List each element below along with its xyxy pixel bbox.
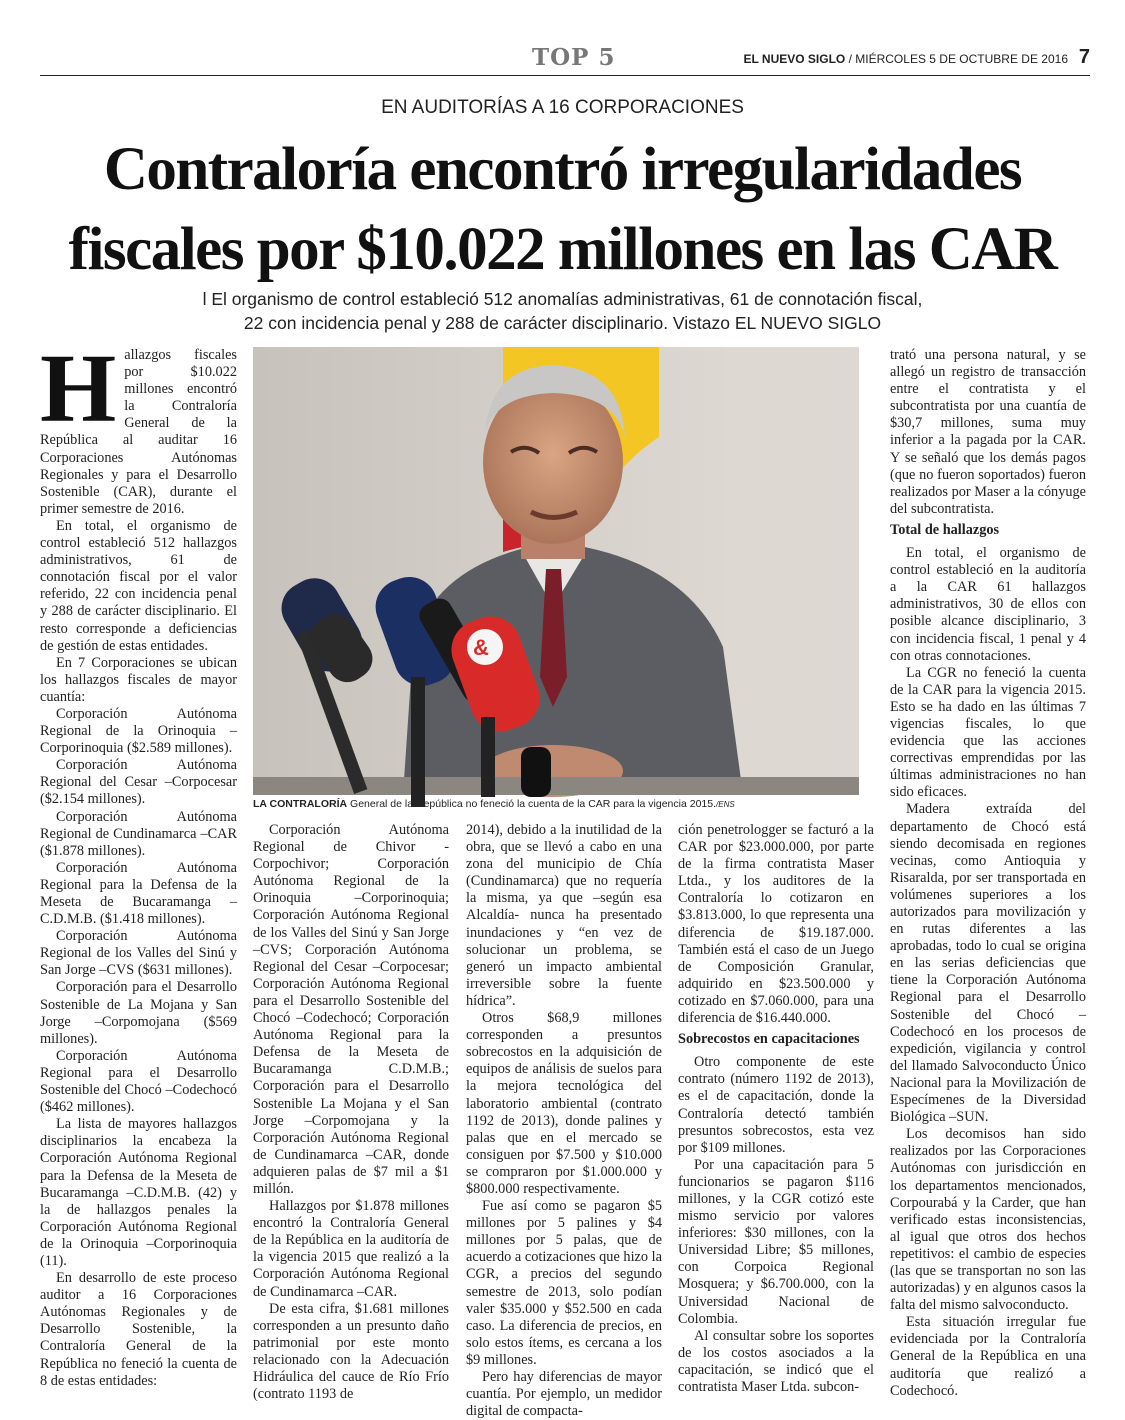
article-column-4 xyxy=(678,822,874,1396)
paragraph: Otro componente de este contrato (número 1192 de 2013), es el de capacitación, donde la Contraloría detectó también presuntos sobrecostos, esta vez por $109 millones. xyxy=(678,1054,874,1156)
paragraph: En 7 Corporaciones se ubican los hallazgos fiscales de mayor cuantía: xyxy=(40,654,237,705)
paragraph: En desarrollo de este proceso auditor a 16 Corporaciones Autónomas Regionales y de Desarrollo Sostenible, la Contraloría General de la República no feneció la cuenta de 8 de estas entidades: xyxy=(40,1270,237,1389)
headline-line-2: fiscales por $10.022 millones en las CAR xyxy=(68,216,1057,283)
article-column-5 xyxy=(890,347,1086,1400)
drop-cap: H xyxy=(40,335,117,443)
paragraph: Por una capacitación para 5 funcionarios se pagaron $116 millones, y la CGR cotizó este mismo servicio por valores inferiores: $30 millones, con la Universidad Libre; $5 millones, con Corpoica Regional Mosquera; y $6.700.000, con la Universidad Nacional de Colombia. xyxy=(678,1156,874,1327)
paragraph: Los decomisos han sido realizados por las Corporaciones Autónomas con jurisdicción en los departamentos mencionados, Corpourabá y la Carder, que han verificado estas inconsistencias, al igual que otros dos hechos repetitivos: el cambio de especies (las que se transportan no son las autorizadas) y en algunos casos la falta del mismo salvoconducto. xyxy=(890,1126,1086,1314)
paragraph: En total, el organismo de control estableció 512 hallazgos administrativos, 61 de connotación fiscal por el valor referido, 22 con incidencia penal y 288 de carácter disciplinario. El resto corresponde a deficiencias de gestión de estas entidades. xyxy=(40,517,237,654)
subheading: Total de hallazgos xyxy=(890,521,1000,538)
paragraph: ción penetrologger se facturó a la CAR por $23.000.000, por parte de la firma contratista Maser Ltda., y los auditores de la Contraloría lo cotizaron en $3.813.000, lo que representa una diferencia de $19.187.000. También está el caso de un Juego de Composición Granular, adquirido en $23.500.000 y cotizado en $7.060.000, para una diferencia de $16.440.000. xyxy=(678,822,874,1027)
paragraph: Hallazgos por $1.878 millones encontró la Contraloría General de la República en la auditoría de la vigencia 2015 que realizó a la Corporación Autónoma Regional de Cundinamarca –CAR. xyxy=(253,1198,449,1300)
lead-text: allazgos fiscales por $10.022 millones encontró la Contraloría General de la República al auditar 16 Corporaciones Autónomas Regionales y para el Desarrollo Sostenible (CAR), durante el primer semestre de 2016. xyxy=(40,347,237,517)
subheading: Sobrecostos en capacitaciones xyxy=(678,1031,860,1048)
paragraph: Pero hay diferencias de mayor cuantía. Por ejemplo, un medidor digital de compacta- xyxy=(466,1369,662,1420)
photo-credit: /ENS xyxy=(716,800,735,809)
headline-line-1: Contraloría encontró irregularidades xyxy=(103,136,1022,203)
photo-caption xyxy=(253,798,859,810)
article-column-2 xyxy=(253,822,449,1403)
paragraph: Al consultar sobre los soportes de los costos asociados a la capacitación, se indicó que el contratista Maser Ltda. subcon- xyxy=(678,1327,874,1395)
paragraph: Otros $68,9 millones corresponden a presuntos sobrecostos en la adquisición de equipos de análisis de suelos para la mejora tecnológica del laboratorio ambiental (contrato 1192 de 2013), donde palines y palas que en el mercado se consiguen por $7.500 y $10.000 se compraron por $1.000.000 y $800.000 respectivamente. xyxy=(466,1010,662,1197)
paragraph: Corporación Autónoma Regional de la Orinoquia –Corporinoquia ($2.589 millones). xyxy=(40,705,237,757)
section-label: TOP 5 xyxy=(532,44,616,71)
caption-lead: LA CONTRALORÍA xyxy=(253,798,348,810)
caption-text: General de la República no feneció la cuenta de la CAR para la vigencia 2015. xyxy=(347,798,717,810)
paragraph xyxy=(40,335,237,518)
paragraph: La lista de mayores hallazgos disciplinarios la encabeza la Corporación Autónoma Regional para la Defensa de la Meseta de Bucaramanga –C.D.M.B. (42) y la de hallazgos penales la Corporación Autónoma Regional de la Orinoquia –Corporinoquia (11). xyxy=(40,1116,237,1269)
paragraph: Fue así como se pagaron $5 millones por 5 palines y $4 millones por 5 palas, que de acuerdo a cotizaciones que hizo la CGR, a precios del segundo semestre de 2013, solo podían valer $35.000 y $52.500 en cada caso. La diferencia de precios, en solo estos ítems, es cercana a los $9 millones. xyxy=(466,1198,662,1368)
paragraph: Corporación Autónoma Regional para la Defensa de la Meseta de Bucaramanga –C.D.M.B. ($1.418 millones). xyxy=(40,859,237,928)
deck xyxy=(0,287,1125,335)
paragraph: Madera extraída del departamento de Chocó está siendo decomisada en regiones vecinas, como Antioquia y Risaralda, por ser transportada en volúmenes superiores a los autorizados para movilización y en rutas diferentes a las aprobadas, todo lo cual se origina en las serias deficiencias que tiene la Corporación Autónoma Regional para el Desarrollo Sostenible del Chocó –Codechocó en los procesos de expedición, vigilancia y control del llamado Salvoconducto Único Nacional para la Movilización de Especímenes de la Diversidad Biológica –SUN. xyxy=(890,801,1086,1126)
deck-line-2: 22 con incidencia penal y 288 de carácter disciplinario. Vistazo EL NUEVO SIGLO xyxy=(243,313,882,333)
paragraph: trató una persona natural, y se allegó un registro de transacción entre el contratista y el subcontratista por una cuantía de $30,7 millones, suma muy inferior a la pagada por la CAR. Y se señaló que los demás pagos (que no fueron soportados) fueron realizados por Maser a la cónyuge del subcontratista. xyxy=(890,347,1086,517)
article-photo xyxy=(253,347,859,795)
masthead-separator: / xyxy=(845,52,856,66)
masthead xyxy=(743,52,1068,66)
mic-logo: & xyxy=(473,635,489,660)
page-number: 7 xyxy=(1078,46,1090,68)
paragraph: La CGR no feneció la cuenta de la CAR para la vigencia 2015. Esto se ha dado en las últimas 7 vigencias fiscales, lo que evidencia que las acciones correctivas emprendidas por las últimas administraciones no han sido eficaces. xyxy=(890,664,1086,801)
deck-line-1: l El organismo de control estableció 512 anomalías administrativas, 61 de connotación fiscal, xyxy=(202,289,923,309)
article-column-3 xyxy=(466,822,662,1420)
newspaper-name: EL NUEVO SIGLO xyxy=(743,52,846,66)
paragraph: Corporación Autónoma Regional del Cesar –Corpocesar ($2.154 millones). xyxy=(40,757,237,808)
paragraph: Corporación para el Desarrollo Sostenible de La Mojana y San Jorge –Corpomojana ($569 millones). xyxy=(40,979,237,1047)
press-conference-illustration xyxy=(253,347,859,795)
paragraph: Esta situación irregular fue evidenciada por la Contraloría General de la República en una auditoría que realizó a Codechocó. xyxy=(890,1314,1086,1399)
paragraph: 2014), debido a la inutilidad de la obra, que se llevó a cabo en una zona del municipio de Chía (Cundinamarca) que no requería la misma, ya que –según esa Alcaldía- nunca ha presentado inundaciones y “en vez de solucionar un problema, se generó un impacto ambiental irreversible sobre la fuente hídrica”. xyxy=(466,822,662,1009)
paragraph: Corporación Autónoma Regional de Cundinamarca –CAR ($1.878 millones). xyxy=(40,808,237,859)
paragraph: En total, el organismo de control estableció en la auditoría a la CAR 61 hallazgos administrativos, 30 de ellos con posible alcance disciplinario, 3 con incidencia fiscal, 1 penal y 4 con otras connotaciones. xyxy=(890,545,1086,664)
paragraph: Corporación Autónoma Regional para el Desarrollo Sostenible del Chocó –Codechocó ($462 millones). xyxy=(40,1047,237,1116)
article-column-1 xyxy=(40,335,237,1390)
page-header xyxy=(40,40,1090,76)
paragraph: Corporación Autónoma Regional de los Valles del Sinú y San Jorge –CVS ($631 millones). xyxy=(40,928,237,979)
issue-date: MIÉRCOLES 5 DE OCTUBRE DE 2016 xyxy=(855,52,1068,66)
kicker: EN AUDITORÍAS A 16 CORPORACIONES xyxy=(381,97,744,118)
paragraph: De esta cifra, $1.681 millones corresponden a un presunto daño patrimonial por este monto relacionado con la Adecuación Hidráulica del cauce de Río Frío (contrato 1193 de xyxy=(253,1300,449,1403)
paragraph: Corporación Autónoma Regional de Chivor -Corpochivor; Corporación Autónoma Regional de la Orinoquia –Corporinoquia; Corporación Autónoma Regional de los Valles del Sinú y San Jorge –CVS; Corporación Autónoma Regional del Cesar –Corpocesar; Corporación Autónoma Regional para el Desarrollo Sostenible del Chocó –Codechocó; Corporación Autónoma Regional para la Defensa de la Meseta de Bucaramanga C.D.M.B.; Corporación para el Desarrollo Sostenible La Mojana y el San Jorge –Corpomojana y la Corporación Autónoma Regional de Cundinamarca –CAR, donde adquieren palas de $7 mil a $1 millón. xyxy=(253,822,449,1197)
headline xyxy=(0,130,1125,290)
